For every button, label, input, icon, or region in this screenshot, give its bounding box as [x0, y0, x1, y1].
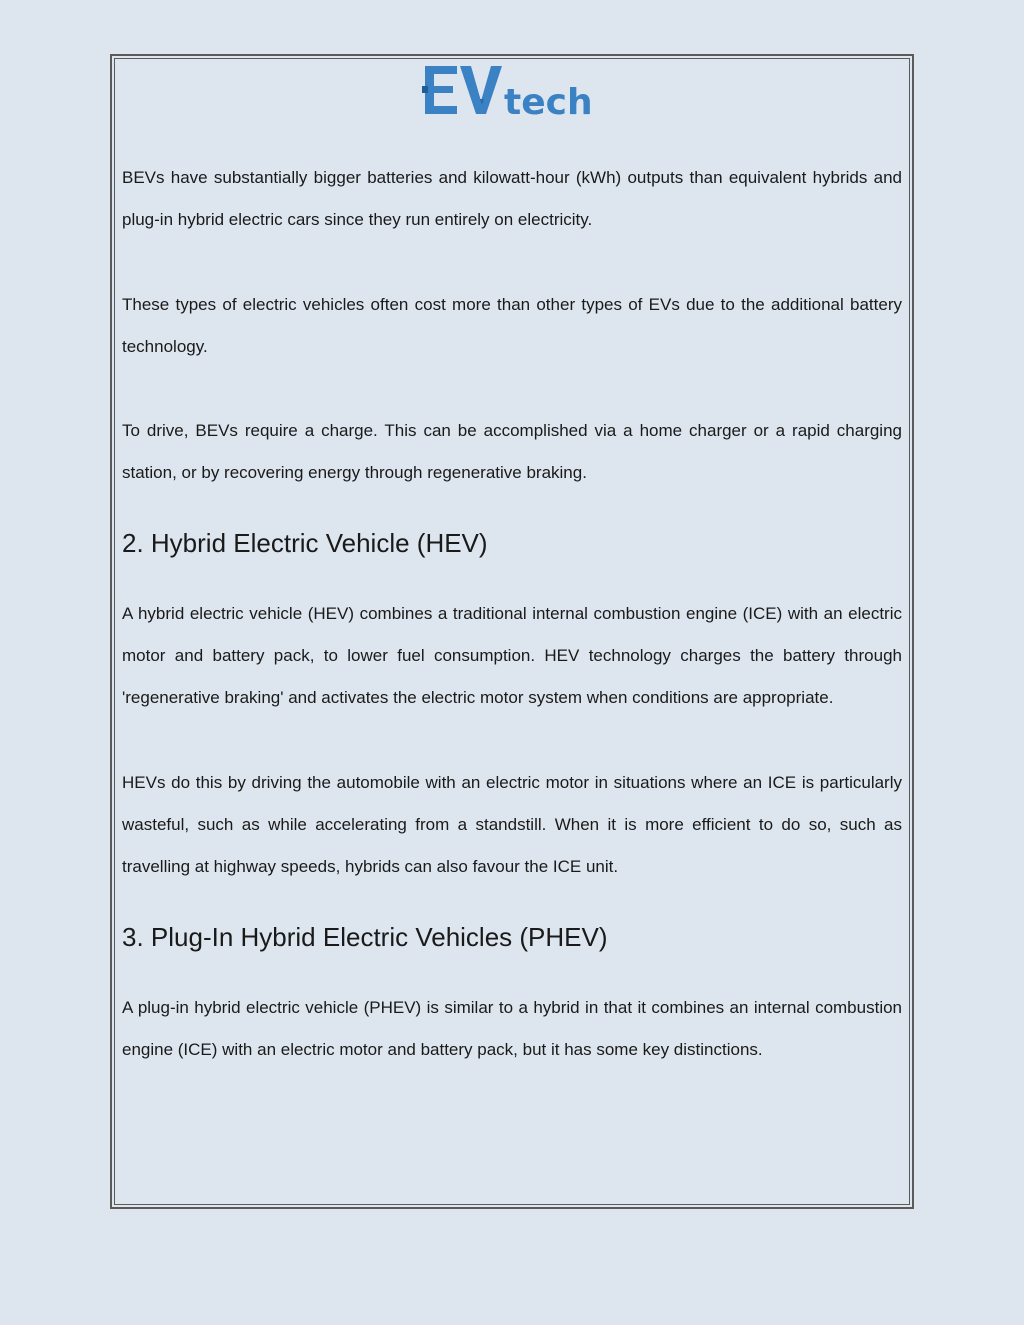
paragraph-bev-batteries: BEVs have substantially bigger batteries and kilowatt-hour (kWh) outputs than equivalent hybrids and plug-in hybrid electric cars since they run entirely on electricity. [122, 168, 902, 230]
logo-tech-text: tech [504, 82, 593, 121]
evtech-logo [115, 63, 909, 121]
heading-hev: 2. Hybrid Electric Vehicle (HEV) [122, 527, 488, 558]
evtech-logo-graphic [422, 63, 602, 121]
paragraph-hev-operation: HEVs do this by driving the automobile with an electric motor in situations where an ICE is particularly wasteful, such as while accelerating from a standstill. When it is more efficient to do so, such as travelling at highway speeds, hybrids can also favour the ICE unit. [122, 772, 902, 877]
paragraph-phev-definition: A plug-in hybrid electric vehicle (PHEV) is similar to a hybrid in that it combines an internal combustion engine (ICE) with an electric motor and battery pack, but it has some key distinctions. [122, 997, 902, 1059]
page-frame [110, 54, 914, 1209]
document-body [122, 157, 902, 1071]
paragraph-bev-charging: To drive, BEVs require a charge. This can be accomplished via a home charger or a rapid charging station, or by recovering energy through regenerative braking. [122, 421, 902, 483]
paragraph-bev-cost: These types of electric vehicles often cost more than other types of EVs due to the additional battery technology. [122, 294, 902, 356]
heading-phev: 3. Plug-In Hybrid Electric Vehicles (PHEV) [122, 921, 608, 952]
paragraph-hev-definition: A hybrid electric vehicle (HEV) combines a traditional internal combustion engine (ICE) with an electric motor and battery pack, to lower fuel consumption. HEV technology charges the battery through 'regenerative braking' and activates the electric motor system when conditions are appropriate. [122, 603, 902, 708]
page-frame-inner [114, 58, 910, 1205]
